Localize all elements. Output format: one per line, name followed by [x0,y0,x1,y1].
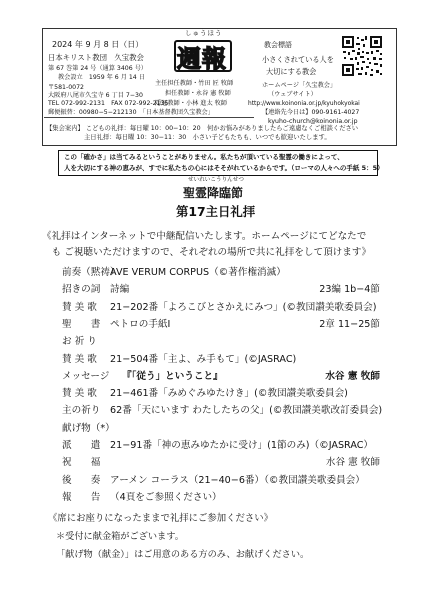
order-item-label: 祝 福 [62,457,101,469]
established-line: 教会設立 1959 年 6 月 14 日 [58,74,145,81]
order-row [62,404,383,421]
intro-line-2: も ご視聴いただけますので、それぞれの場所で共に礼拝をして頂けます》 [42,247,372,258]
order-item-content: アーメン コーラス（21−40−6番）（©教団讃美歌委員会） [110,474,365,486]
order-row [62,353,380,370]
order-item-right: 2章 11−25節 [319,318,380,330]
order-item-label: 派 遣 [62,440,101,451]
order-item-content: （4頁をご参照ください） [110,491,222,503]
website-url[interactable]: http://www.koinonia.or.jp/kyuhokyokai [248,101,360,107]
order-item-label: 報 告 [62,491,101,503]
order-item-content: 『「従う」ということ』 [122,370,223,382]
contact-line: 【連絡先今日は】090-9161-4027 [262,109,360,116]
order-item-content: 21−202番「よろこびとさかえにみつ」(©教団讃美歌委員会) [110,301,377,313]
email-line[interactable]: kyuho-church@koinonia.or.jp [268,118,358,125]
postal-transfer-line: 郵便振替：00980−5−212130 「日本基督教団久宝教会」 [48,109,214,116]
order-row [62,456,380,473]
order-row [62,387,380,404]
order-row [62,422,380,439]
order-row [62,266,380,283]
tel-fax-line: TEL 072-992-2131 FAX 072-992-2135 [48,100,169,107]
order-item-label: 賛 美 歌 [62,301,97,313]
order-row [62,318,380,335]
issue-line: 第 67 巻第 24 号（通算 3406 号） [48,65,147,72]
website-sub: （ウェブサイト） [268,91,317,98]
address-line: 大阪府八尾市久宝寺 6 丁目 7−30 [48,92,143,99]
worship-info: 主日礼拝：毎日曜 10：30−11：30 小さい子どもたちも、いつでも歓迎いたします。 [84,134,331,141]
order-item-label: 献げ物（*） [62,422,115,434]
season-ruby: せいれいこうりんせつ [188,177,244,183]
intro-line-1: 《礼拝はインターネットで中継配信いたします。ホームページにてどなたで [42,231,367,242]
order-item-label: お 祈 り [62,336,97,348]
order-item-content: 詩編 [110,284,130,296]
order-row [62,370,380,387]
order-item-content: AVE VERUM CORPUS（©著作権消滅） [110,267,286,278]
order-item-label: 聖 書 [62,318,101,330]
verse-line-2: 人を大切にする神の恵みが、すでに私たちの心にはそそがれているからです。（ローマの人々への手紙 5：5） [64,164,384,172]
order-row [62,301,380,318]
order-item-content: 21−91番「神の恵みゆたかに受け」(1節のみ)（©JASRAC） [110,440,374,451]
order-item-label: 賛 美 歌 [62,388,97,400]
motto-line-2: 大切にする教会 [266,67,317,76]
order-item-label: メッセージ [62,370,110,382]
footer-note-1: 《席にお座りになったままで礼拝にご参加ください》 [48,513,274,524]
footer-note-3: 「献げ物（献金）」はご用意のある方のみ、お献げください。 [56,549,310,560]
order-row [62,474,380,491]
order-item-label: 前奏（黙祷） [62,267,120,278]
service-title: 第17主日礼拝 [176,204,256,219]
address-postcode: 〒581-0072 [48,84,84,91]
bulletin-title: 週報 [177,44,227,73]
order-row [62,439,380,456]
order-row [62,335,380,352]
order-item-right: 水谷 憲 牧師 [325,370,380,382]
order-item-label: 招きの詞 [62,284,101,296]
order-of-service [62,266,383,526]
order-item-content: 21−461番「みめぐみゆたけき」(©教団讃美歌委員会) [110,388,348,400]
pastor-line-3: 隠退教師・小林 進太 牧師 [155,100,227,107]
order-item-label: 後 奏 [62,474,101,486]
order-item-label: 主の祈り [62,405,101,417]
bulletin-date: 2024 年 9 月 8 日（日） [52,40,144,49]
order-item-right: 23編 1b−4節 [319,284,380,296]
order-item-content: 21−504番「主よ、み手もて」(©JASRAC) [110,353,297,365]
order-item-label: 賛 美 歌 [62,353,97,365]
pastor-line-2: 担任教師・永谷 憲 牧師 [165,90,231,97]
verse-line-1: この「確かさ」は当てみるということがありません。私たちが頂いている聖霊の働きによって、 [64,153,344,161]
order-item-right: 水谷 憲 牧師 [325,457,380,469]
title-ruby: しゅうほう [185,29,223,37]
footer-note-2: ＊受付に献金箱がございます。 [56,531,184,542]
order-row [62,491,380,508]
pastor-line-1: 主任担任教師・竹田 匠 牧師 [155,80,234,87]
season-title: 聖霊降臨節 [183,186,244,200]
motto-line-1: 小さくされている人を [262,55,334,64]
meeting-info: 【集会案内】 こどもの礼拝：毎日曜 10：00−10：20 何かお悩みがありましたらご遠慮なくご相談ください [46,125,359,132]
website-label: ホームページ「久宝教会」 [262,82,337,89]
motto-label: 教会標語 [264,41,292,49]
church-name-line: 日本キリスト教団 久宝教会 [48,53,144,62]
order-item-content: ペトロの手紙Ⅰ [110,318,171,330]
header-frame [42,28,397,146]
order-row [62,283,380,300]
order-item-content: 62番「天にいます わたしたちの父」(©教団讃美歌改訂委員会) [110,405,383,417]
